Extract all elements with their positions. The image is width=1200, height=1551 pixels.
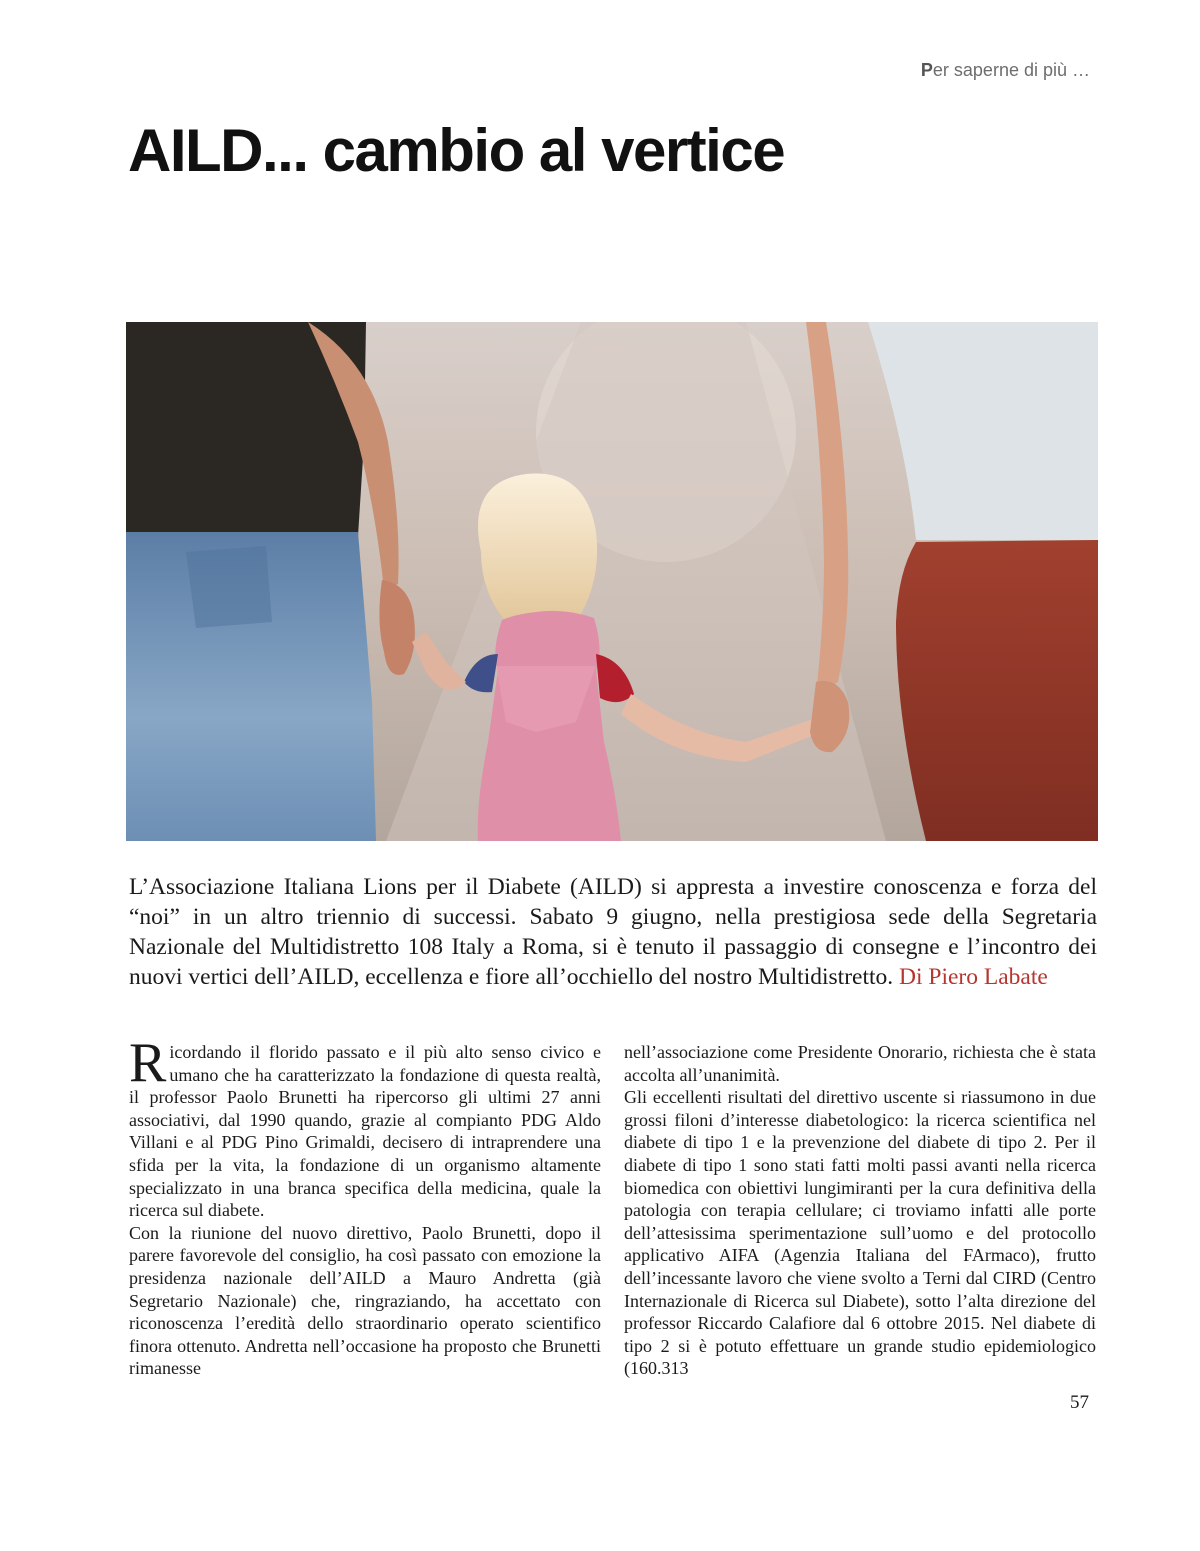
- drop-cap: R: [129, 1032, 167, 1094]
- column-right-paragraph-2: Gli eccellenti risultati del direttivo uscente si riassumono in due grossi filoni d’interesse diabetologico: la ricerca scientifica nel diabete di tipo 1 e la prevenzione del diabete di tipo 2. Per il diabete di tipo 1 sono stati fatti molti passi avanti nella ricerca biomedica con obiettivi lungimiranti per la cura definitiva della patologia con terapia cellulare; ci troviamo infatti alle porte dell’attesissima sperimentazione sull’uomo e del protocollo applicativo AIFA (Agenzia Italiana del FArmaco), frutto dell’incessante lavoro che viene svolto a Terni dal CIRD (Centro Internazionale di Ricerca sul Diabete), sotto l’alta direzione del professor Riccardo Calafiore dal 6 ottobre 2015. Nel diabete di tipo 2 si è potuto effettuare un grande studio epidemiologico (160.313: [624, 1087, 1096, 1379]
- family-photo: [126, 322, 1098, 841]
- column-right: [624, 1041, 1096, 1380]
- byline: Di Piero Labate: [899, 964, 1048, 990]
- section-label-text: er saperne di più …: [932, 60, 1090, 80]
- column-right-paragraph-1: nell’associazione come Presidente Onorario, richiesta che è stata accolta all’unanimità.: [624, 1042, 1096, 1085]
- lead-text: L’Associazione Italiana Lions per il Diabete (AILD) si appresta a investire conoscenza e forza del “noi” in un altro triennio di successi. Sabato 9 giugno, nella prestigiosa sede della Segretaria Nazionale del Multidistretto 108 Italy a Roma, si è tenuto il passaggio di consegne e l’incontro dei nuovi vertici dell’AILD, eccellenza e fiore all’occhiello del nostro Multidistretto.: [129, 874, 1097, 990]
- column-left-paragraph-1: [129, 1032, 601, 1222]
- column-left-paragraph-2: Con la riunione del nuovo direttivo, Paolo Brunetti, dopo il parere favorevole del consiglio, ha così passato con emozione la presidenza nazionale dell’AILD a Mauro Andretta (già Segretario Nazionale) che, ringraziando, ha accettato con riconoscenza l’eredità dello straordinario operato scientifico finora ottenuto. Andretta nell’occasione ha proposto che Brunetti rimanesse: [129, 1222, 601, 1379]
- section-label-initial: P: [920, 60, 933, 80]
- page-number: 57: [1070, 1392, 1089, 1413]
- column-left-paragraph-1-text: icordando il florido passato e il più alto senso civico e umano che ha caratterizzato la fondazione di questa realtà, il professor Paolo Brunetti ha ripercorso gli ultimi 27 anni associativi, dal 1990 quando, grazie al compianto PDG Aldo Villani e al PDG Pino Grimaldi, decisero di intraprendere una sfida per la vita, la fondazione di un organismo altamente specializzato in una branca specifica della medicina, quale la ricerca sul diabete.: [129, 1042, 601, 1221]
- column-left: [129, 1032, 601, 1380]
- lead-paragraph: [129, 872, 1097, 992]
- article-title: AILD... cambio al vertice: [128, 117, 785, 184]
- section-label: [921, 60, 1090, 81]
